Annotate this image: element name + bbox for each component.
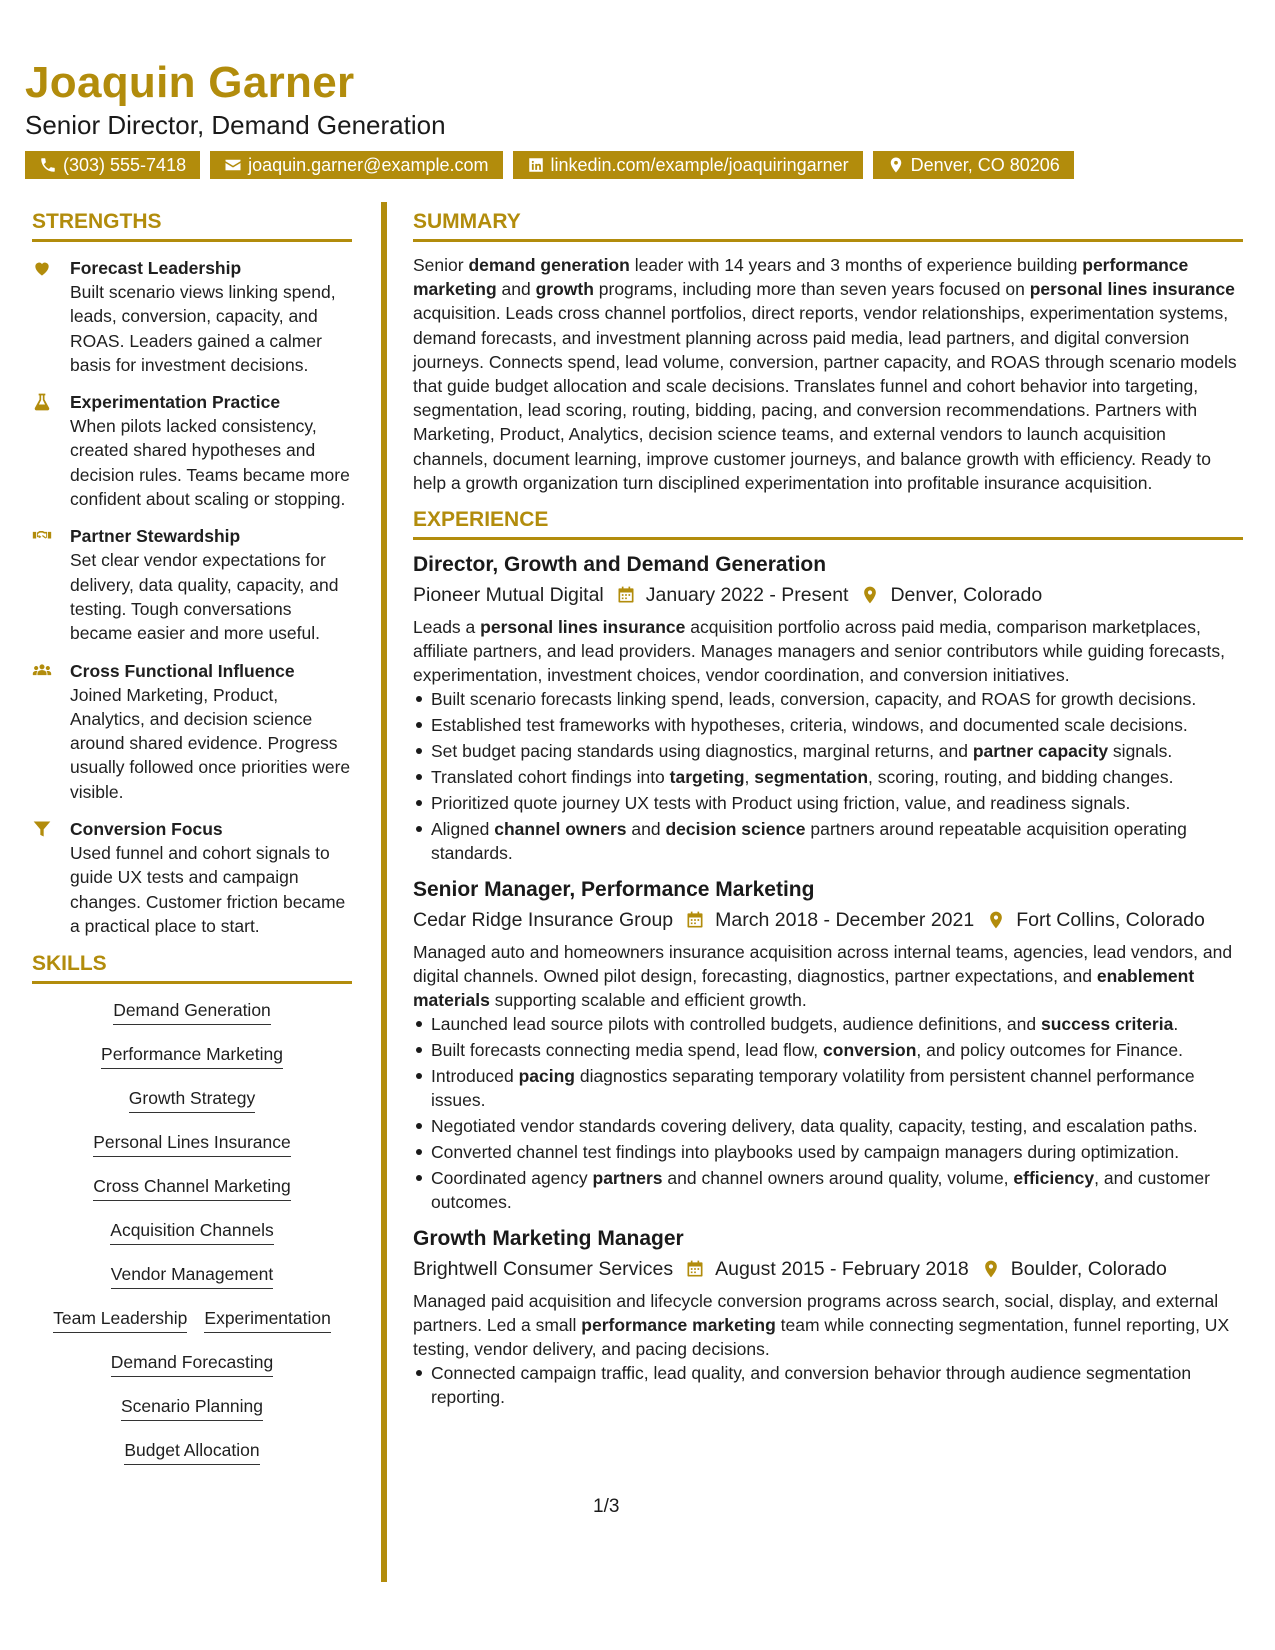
right-column (413, 210, 1243, 1411)
phone-icon (39, 156, 57, 174)
job-description (413, 940, 1243, 1012)
bold-text: personal lines insurance (480, 617, 686, 638)
bullet-item (431, 1064, 1243, 1112)
strength-item (32, 390, 352, 511)
strength-description: Built scenario views linking spend, leads, conversion, capacity, and ROAS. Leaders gained a calmer basis for investment decisions. (70, 282, 336, 375)
contact-chip[interactable] (513, 151, 863, 179)
map-pin-icon (986, 910, 1006, 930)
bullet-item (431, 765, 1243, 789)
skill-tag: Growth Strategy (129, 1086, 255, 1113)
bold-text: partner capacity (972, 741, 1109, 762)
strength-body (70, 524, 352, 645)
text-segment: Negotiated vendor standards covering delivery, data quality, capacity, testing, and escalation paths. (431, 1116, 1198, 1137)
envelope-icon (224, 156, 242, 174)
strength-body (70, 659, 352, 804)
bullet-item (431, 791, 1243, 815)
strengths-heading: STRENGTHS (32, 210, 352, 242)
experience-heading: EXPERIENCE (413, 508, 1243, 540)
job-entry (413, 550, 1243, 865)
text-segment: signals. (1108, 741, 1173, 762)
skill-tag: Vendor Management (111, 1262, 273, 1289)
bold-text: efficiency (1013, 1168, 1095, 1189)
text-segment: Established test frameworks with hypotheses, criteria, windows, and documented scale decisions. (431, 715, 1188, 736)
strength-body (70, 817, 352, 938)
skill-tag: Demand Forecasting (111, 1350, 273, 1377)
strength-title: Cross Functional Influence (70, 660, 295, 681)
text-segment: Built forecasts connecting media spend, lead flow, (431, 1040, 824, 1061)
text-segment: Launched lead source pilots with controlled budgets, audience definitions, and (431, 1014, 1041, 1035)
job-dates: March 2018 - December 2021 (715, 909, 975, 932)
text-segment: team while connecting segmentation, funnel reporting, UX testing, vendor delivery, and pacing decisions. (413, 1315, 1230, 1360)
strengths-list (32, 256, 352, 938)
map-pin-icon (860, 585, 880, 605)
text-segment: Senior (413, 255, 469, 275)
strength-body (70, 256, 352, 377)
skill-row (32, 1350, 352, 1377)
contact-text: linkedin.com/example/joaquiringarner (550, 154, 849, 175)
text-segment: Built scenario forecasts linking spend, leads, conversion, capacity, and ROAS for growth decisions. (431, 689, 1197, 710)
strength-body (70, 390, 352, 511)
calendar-icon (616, 585, 636, 605)
skill-tag: Budget Allocation (124, 1438, 259, 1465)
bullet-item (431, 817, 1243, 865)
text-segment: and channel owners around quality, volume, (662, 1168, 1014, 1189)
text-segment: acquisition. Leads cross channel portfolios, direct reports, vendor relationships, experimentation systems, demand forecasts, and investment planning across paid media, lead partners, and digital conversion journeys. Connects spend, lead volume, conversion, partner capacity, and ROAS through scenario models that guide budget allocation and scale decisions. Translates funnel and cohort behavior into targeting, segmentation, lead scoring, routing, bidding, pacing, and conversion recommendations. Partners with Marketing, Product, Analytics, decision science teams, and external vendors to launch acquisition channels, document learning, improve customer journeys, and balance growth with efficiency. Ready to help a growth organization turn disciplined experimentation into profitable insurance acquisition. (413, 303, 1237, 493)
text-segment: Converted channel test findings into playbooks used by campaign managers during optimization. (431, 1142, 1180, 1163)
bullet-item (431, 1114, 1243, 1138)
job-dates: August 2015 - February 2018 (715, 1258, 969, 1281)
strength-description: Joined Marketing, Product, Analytics, and decision science around shared evidence. Progress usually followed once priorities were visible. (70, 684, 351, 802)
bullet-item (431, 739, 1243, 763)
company-name: Pioneer Mutual Digital (413, 584, 604, 607)
bold-text: success criteria (1041, 1014, 1174, 1035)
strength-item (32, 524, 352, 645)
text-segment: acquisition portfolio across paid media, comparison marketplaces, affiliate partners, and lead providers. Manages managers and senior contributors while guiding forecasts, experimentation, investment choices, vendor coordination, and conversion initiatives. (413, 617, 1225, 686)
bold-text: performance marketing (581, 1315, 776, 1336)
linkedin-icon (527, 156, 545, 174)
strength-title: Forecast Leadership (70, 258, 242, 278)
skill-row (32, 1218, 352, 1245)
job-entry (413, 875, 1243, 1214)
strength-item (32, 256, 352, 377)
bold-text: enablement materials (413, 966, 1195, 1011)
calendar-icon (685, 1259, 705, 1279)
company-name: Cedar Ridge Insurance Group (413, 909, 674, 932)
page-number: 1/3 (593, 1496, 620, 1517)
skill-row (32, 1438, 352, 1465)
bullet-item (431, 1038, 1243, 1062)
job-description (413, 1289, 1243, 1361)
skill-tag: Acquisition Channels (110, 1218, 273, 1245)
skills-heading: SKILLS (32, 952, 352, 984)
summary-heading: SUMMARY (413, 210, 1243, 242)
text-segment: diagnostics separating temporary volatility from persistent channel performance issues. (431, 1066, 1195, 1111)
skill-row (32, 1306, 352, 1333)
strength-title: Experimentation Practice (70, 392, 281, 413)
job-title: Senior Manager, Performance Marketing (413, 878, 815, 902)
candidate-title: Senior Director, Demand Generation (25, 110, 446, 140)
strength-item (32, 817, 352, 938)
skill-row (32, 1130, 352, 1157)
text-segment: Translated cohort findings into (431, 767, 670, 788)
text-segment: Aligned (431, 819, 495, 840)
bold-text: targeting (669, 767, 745, 788)
map-pin-icon (887, 156, 905, 174)
text-segment: Introduced (431, 1066, 519, 1087)
skill-tag: Cross Channel Marketing (93, 1174, 290, 1201)
strength-description: Set clear vendor expectations for delivery, data quality, capacity, and testing. Tough conversations became easier and more useful. (70, 550, 339, 644)
skill-tag: Scenario Planning (121, 1394, 263, 1421)
strength-description: When pilots lacked consistency, created shared hypotheses and decision rules. Teams became more confident about scaling or stopping. (70, 416, 350, 510)
heart-icon (32, 258, 52, 278)
job-title: Director, Growth and Demand Generation (413, 553, 827, 577)
text-segment: leader with 14 years and 3 months of experience building (629, 255, 1083, 275)
bold-text: channel owners (494, 819, 627, 840)
bold-text: partners (592, 1168, 663, 1189)
text-segment: , and customer outcomes. (431, 1168, 1210, 1213)
text-segment: Set budget pacing standards using diagnostics, marginal returns, and (431, 741, 973, 762)
text-segment: partners around repeatable acquisition operating standards. (431, 819, 1187, 864)
job-meta (413, 1254, 1243, 1284)
skill-tag: Experimentation (204, 1306, 330, 1333)
job-meta (413, 580, 1243, 610)
job-bullets (413, 687, 1243, 865)
job-entry (413, 1224, 1243, 1409)
calendar-icon (685, 910, 705, 930)
bold-text: decision science (665, 819, 806, 840)
filter-icon (32, 819, 52, 839)
skill-row (32, 1174, 352, 1201)
map-pin-icon (981, 1259, 1001, 1279)
skill-row (32, 1262, 352, 1289)
text-segment: Coordinated agency (431, 1168, 593, 1189)
job-dates: January 2022 - Present (645, 584, 849, 607)
text-segment: Leads a (413, 617, 481, 638)
job-title: Growth Marketing Manager (413, 1227, 684, 1251)
contact-chip[interactable] (873, 151, 1074, 179)
strength-title: Conversion Focus (70, 819, 223, 840)
bold-text: segmentation (754, 767, 869, 788)
skill-tag: Demand Generation (113, 998, 271, 1025)
skills-list (32, 998, 352, 1465)
skill-tag: Team Leadership (53, 1306, 187, 1333)
text-segment: , scoring, routing, and bidding changes. (868, 767, 1174, 788)
strength-description: Used funnel and cohort signals to guide UX tests and campaign changes. Customer friction became a practical place to start. (70, 843, 346, 936)
strength-item (32, 659, 352, 804)
column-divider (381, 202, 387, 1582)
bold-text: performance marketing (413, 255, 1189, 300)
job-location: Fort Collins, Colorado (1016, 909, 1205, 932)
job-bullets (413, 1012, 1243, 1214)
contact-text: (303) 555-7418 (63, 154, 187, 175)
bullet-item (431, 687, 1243, 711)
strength-icon-wrap (32, 256, 70, 377)
skill-tag: Personal Lines Insurance (93, 1130, 290, 1157)
bold-text: personal lines insurance (1029, 279, 1235, 300)
flask-icon (32, 392, 52, 412)
contact-chip[interactable] (25, 151, 200, 179)
job-meta (413, 905, 1243, 935)
experience-list (413, 550, 1243, 1409)
candidate-name: Joaquin Garner (25, 58, 355, 107)
strength-icon-wrap (32, 390, 70, 511)
bullet-item (431, 1140, 1243, 1164)
left-column (32, 210, 352, 1482)
skill-row (32, 1042, 352, 1069)
contact-text: joaquin.garner@example.com (248, 154, 489, 175)
strength-icon-wrap (32, 659, 70, 804)
text-segment: programs, including more than seven years focused on (593, 279, 1030, 300)
contact-chip[interactable] (210, 151, 502, 179)
skill-row (32, 998, 352, 1025)
skill-tag: Performance Marketing (101, 1042, 283, 1069)
strength-icon-wrap (32, 817, 70, 938)
bullet-item (431, 713, 1243, 737)
job-location: Boulder, Colorado (1010, 1258, 1167, 1281)
text-segment: , and policy outcomes for Finance. (916, 1040, 1183, 1061)
text-segment: Connected campaign traffic, lead quality, and conversion behavior through audience segmentation reporting. (431, 1363, 1192, 1408)
contact-text: Denver, CO 80206 (910, 154, 1060, 175)
handshake-icon (32, 526, 52, 546)
text-segment: Managed paid acquisition and lifecycle conversion programs across search, social, display, and external partners. Led a small (413, 1291, 1219, 1336)
bold-text: growth (535, 279, 594, 300)
bold-text: demand generation (468, 255, 630, 275)
text-segment: Prioritized quote journey UX tests with Product using friction, value, and readiness signals. (431, 793, 1131, 814)
text-segment: Managed auto and homeowners insurance acquisition across internal teams, agencies, lead vendors, and digital channels. Owned pilot design, forecasting, diagnostics, partner expectations, and (413, 942, 1233, 987)
strength-icon-wrap (32, 524, 70, 645)
job-description (413, 615, 1243, 687)
job-bullets (413, 1361, 1243, 1409)
text-segment: and (626, 819, 666, 840)
text-segment: , (744, 767, 755, 788)
bold-text: pacing (518, 1066, 575, 1087)
strength-title: Partner Stewardship (70, 526, 241, 547)
bullet-item (431, 1361, 1243, 1409)
skill-row (32, 1394, 352, 1421)
text-segment: supporting scalable and efficient growth. (489, 990, 807, 1011)
job-location: Denver, Colorado (890, 584, 1043, 607)
text-segment: . (1173, 1014, 1179, 1035)
bullet-item (431, 1012, 1243, 1036)
contact-bar (25, 151, 1074, 179)
skill-row (32, 1086, 352, 1113)
users-icon (32, 661, 52, 681)
summary-text (413, 253, 1243, 495)
bullet-item (431, 1166, 1243, 1214)
bold-text: conversion (823, 1040, 917, 1061)
company-name: Brightwell Consumer Services (413, 1258, 674, 1281)
text-segment: and (496, 279, 536, 300)
